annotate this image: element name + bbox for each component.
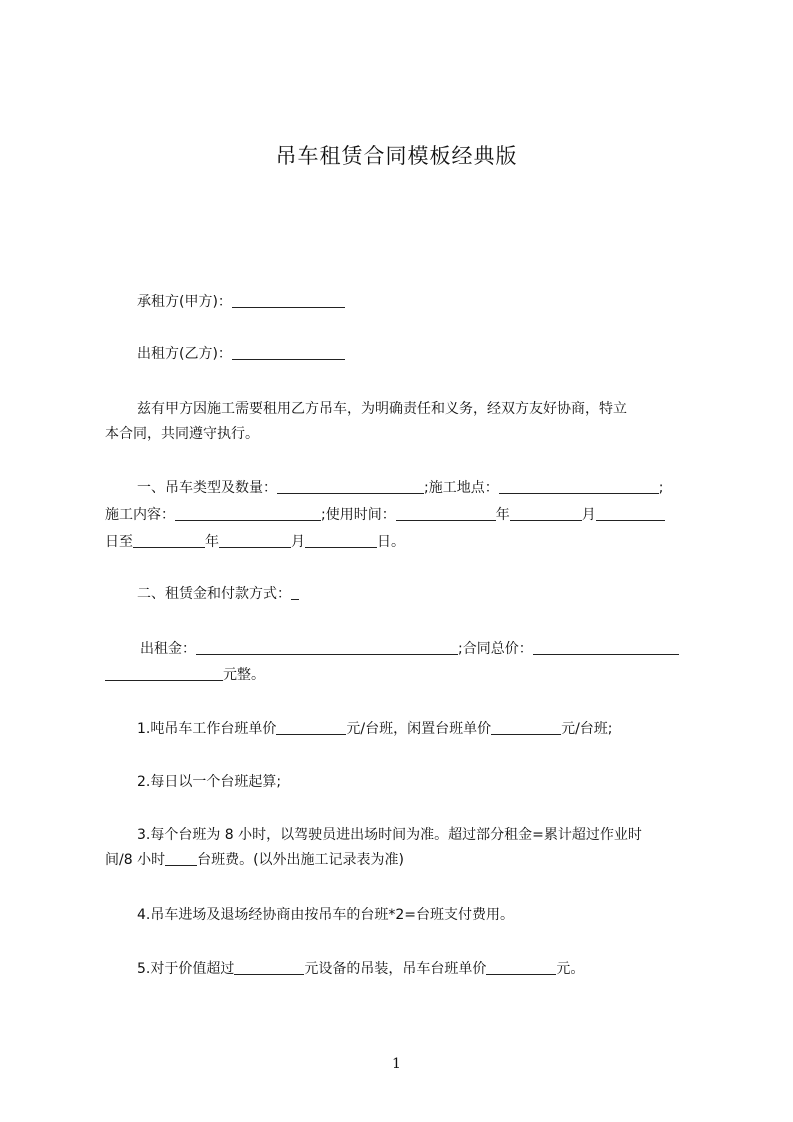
rent-label: 出租金： bbox=[140, 641, 196, 657]
day-end: 日。 bbox=[377, 534, 405, 550]
start-month-blank[interactable] bbox=[510, 506, 582, 521]
crane-type-blank[interactable] bbox=[277, 479, 424, 494]
s1-site-label: ;施工地点： bbox=[424, 480, 499, 496]
item5-c: 元。 bbox=[556, 961, 585, 977]
end-year-blank[interactable] bbox=[133, 533, 205, 548]
party-b-blank[interactable] bbox=[232, 345, 345, 360]
site-blank[interactable] bbox=[499, 479, 659, 494]
item-3-line-2 bbox=[105, 850, 705, 870]
yuan-whole: 元整。 bbox=[223, 667, 265, 683]
item1-c: 元/台班; bbox=[561, 721, 613, 737]
start-day-blank[interactable] bbox=[596, 506, 665, 521]
intro-line-2: 本合同，共同遵守执行。 bbox=[105, 426, 259, 442]
end-month-blank[interactable] bbox=[219, 533, 291, 548]
special-price-blank[interactable] bbox=[486, 960, 556, 975]
item-3-line-1: 3.每个台班为 8 小时，以驾驶员进出场时间为准。超过部分租金=累计超过作业时 bbox=[137, 827, 642, 843]
party-b-label: 出租方(乙方)： bbox=[137, 346, 232, 362]
total-blank-2[interactable] bbox=[105, 666, 223, 681]
total-blank-1[interactable] bbox=[533, 640, 679, 655]
month-2: 月 bbox=[291, 534, 305, 550]
rent-line-2 bbox=[105, 665, 705, 685]
intro-line-1: 兹有甲方因施工需要租用乙方吊车，为明确责任和义务，经双方友好协商，特立 bbox=[137, 401, 627, 417]
s1-content-label: 施工内容： bbox=[105, 507, 175, 523]
s1-time-label: ;使用时间： bbox=[321, 507, 396, 523]
year-2: 年 bbox=[205, 534, 219, 550]
item3-line2b: 台班费。(以外出施工记录表为准) bbox=[197, 852, 405, 868]
s1-label: 一、吊车类型及数量： bbox=[137, 480, 277, 496]
end-day-blank[interactable] bbox=[305, 533, 377, 548]
s2-label: 二、租赁金和付款方式： bbox=[137, 586, 291, 602]
section-1-line-2 bbox=[105, 505, 705, 525]
party-b-line bbox=[137, 344, 737, 364]
item1-a: 1.吨吊车工作台班单价 bbox=[137, 721, 277, 737]
year-1: 年 bbox=[495, 507, 510, 523]
section-1-line-3 bbox=[105, 532, 705, 552]
party-a-blank[interactable] bbox=[232, 293, 345, 308]
section-2-line bbox=[137, 584, 737, 604]
payment-blank[interactable] bbox=[291, 585, 299, 600]
month-1: 月 bbox=[581, 507, 596, 523]
shift-fee-blank[interactable] bbox=[165, 851, 197, 866]
work-price-blank[interactable] bbox=[276, 720, 346, 735]
idle-price-blank[interactable] bbox=[491, 720, 561, 735]
equipment-value-blank[interactable] bbox=[234, 960, 304, 975]
item3-line2a: 间/8 小时 bbox=[105, 852, 166, 868]
start-year-blank[interactable] bbox=[396, 506, 496, 521]
party-a-label: 承租方(甲方)： bbox=[137, 294, 232, 310]
section-1-line-1 bbox=[137, 478, 737, 498]
item-2: 2.每日以一个台班起算; bbox=[137, 774, 282, 790]
rent-blank[interactable] bbox=[196, 640, 458, 655]
s1-semicolon: ; bbox=[658, 480, 664, 496]
total-label: ;合同总价： bbox=[458, 641, 533, 657]
page-number: 1 bbox=[392, 1056, 401, 1072]
party-a-line bbox=[137, 292, 737, 312]
item-1 bbox=[137, 719, 737, 739]
rent-line-1 bbox=[140, 639, 740, 659]
item5-a: 5.对于价值超过 bbox=[137, 961, 235, 977]
item-4: 4.吊车进场及退场经协商由按吊车的台班*2=台班支付费用。 bbox=[137, 907, 514, 923]
day-to: 日至 bbox=[105, 534, 133, 550]
item1-b: 元/台班，闲置台班单价 bbox=[346, 721, 492, 737]
item5-b: 元设备的吊装，吊车台班单价 bbox=[304, 961, 487, 977]
document-title: 吊车租赁合同模板经典版 bbox=[275, 144, 518, 168]
content-blank[interactable] bbox=[175, 506, 321, 521]
item-5 bbox=[137, 959, 737, 979]
